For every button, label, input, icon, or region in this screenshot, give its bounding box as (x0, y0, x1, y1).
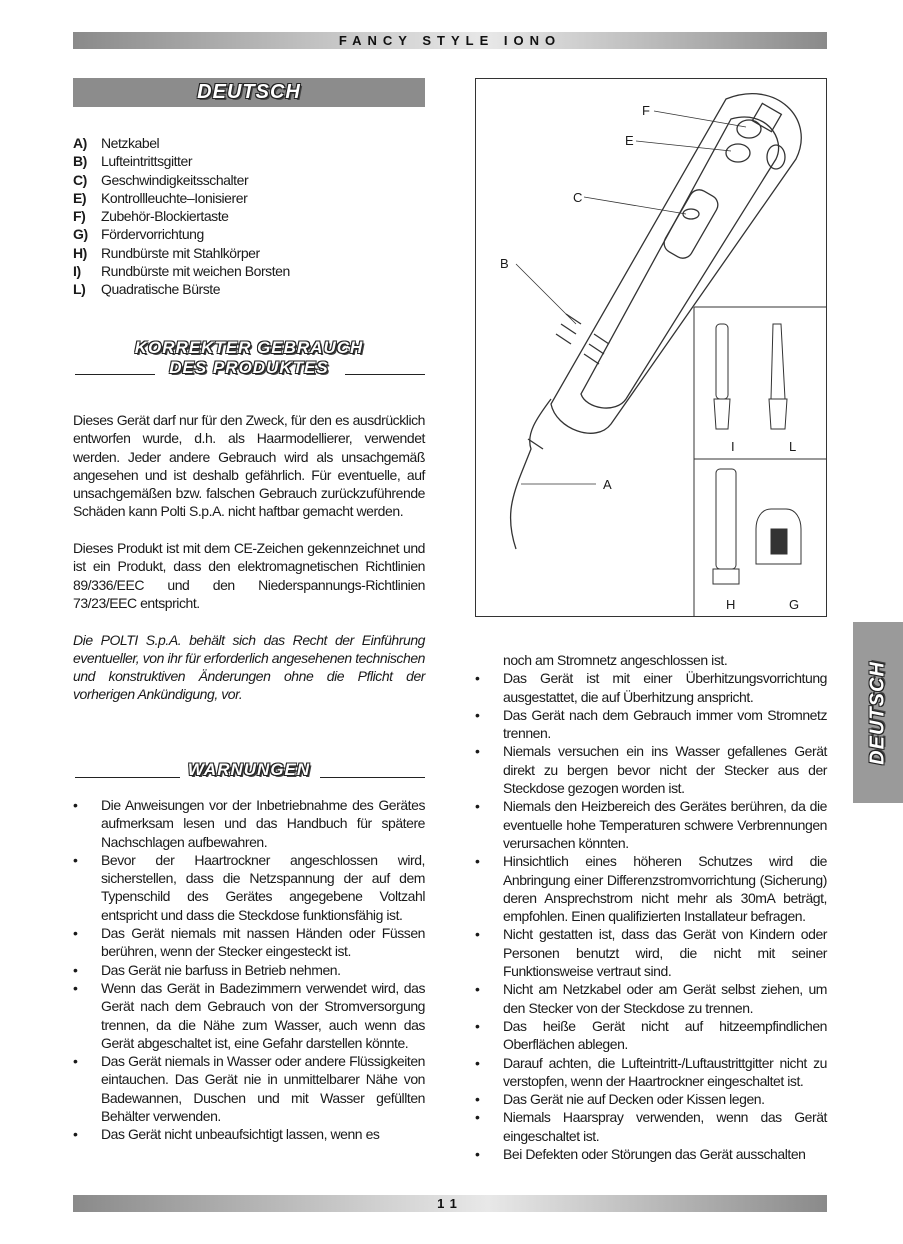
part-item (73, 171, 425, 189)
section-heading-use (73, 338, 425, 378)
warning-item: • Das Gerät nie barfuss in Betrieb nehmen. (73, 961, 425, 979)
use-text (73, 411, 425, 722)
language-heading (73, 78, 425, 107)
warning-item: • Das Gerät nach dem Gebrauch immer vom Stromnetz trennen. (475, 706, 827, 743)
warning-item: • Darauf achten, die Lufteintritt-/Luftaustrittgitter nicht zu verstopfen, wenn der Haartrockner eingeschaltet ist. (475, 1054, 827, 1091)
warning-item: • Hinsichtlich eines höheren Schutzes wird die Anbringung einer Differenzstromvorrichtung (Sicherung) deren Ansprechstrom nicht mehr als 30mA beträgt, empfohlen. Einen qualifizierten Installateur befragen. (475, 852, 827, 925)
part-key: I) (73, 263, 81, 280)
part-item (73, 244, 425, 262)
part-key: A) (73, 135, 87, 151)
part-item (73, 262, 425, 280)
divider (75, 777, 180, 778)
warning-item: • Bevor der Haartrockner angeschlossen wird, sicherstellen, dass die Netzspannung der auf dem Typenschild des Gerätes angegebene Voltzahl entspricht und dass die Steckdose funktionsfähig ist. (73, 851, 425, 924)
parts-list-block (73, 134, 425, 299)
warning-item: • Das Gerät niemals in Wasser oder andere Flüssigkeiten eintauchen. Das Gerät nie in unmittelbarer Nähe von Badewannen, Duschen und mit Wasser gefüllten Behälter verwenden. (73, 1052, 425, 1125)
label-B: B (500, 256, 509, 271)
parts-list (73, 134, 425, 299)
label-G: G (789, 597, 800, 612)
warning-item: • Das Gerät ist mit einer Überhitzungsvorrichtung ausgestattet, die auf Überhitzung anspricht. (475, 669, 827, 706)
part-key: B) (73, 153, 87, 170)
header-bar (73, 32, 827, 49)
warnings-list-right (475, 669, 827, 1163)
part-label: Netzkabel (101, 135, 160, 151)
part-label: Rundbürste mit Stahlkörper (101, 244, 260, 261)
label-F: F (642, 103, 650, 118)
part-key: H) (73, 244, 87, 261)
warning-item: • Die Anweisungen vor der Inbetriebnahme des Gerätes aufmerksam lesen und das Handbuch für spätere Nachschlagen aufbewahren. (73, 796, 425, 851)
label-L: L (789, 439, 797, 454)
paragraph: Dieses Produkt ist mit dem CE-Zeichen gekennzeichnet und ist ein Produkt, dass den elektromagnetischen Richtlinien 89/336/EEC und den Niederspannungs-Richtlinien 73/23/EEC entspricht. (73, 540, 425, 611)
part-label: Kontrollleuchte–Ionisierer (101, 189, 248, 206)
label-E: E (625, 133, 634, 148)
continued-text: noch am Stromnetz angeschlossen ist. (503, 652, 728, 668)
side-tab-text: DEUTSCH (866, 660, 889, 765)
language-side-tab (853, 622, 903, 803)
part-item (73, 189, 425, 207)
warnings-right (475, 651, 827, 1163)
part-key: L) (73, 281, 86, 298)
page-number: 11 (437, 1196, 463, 1211)
footer-bar (73, 1195, 827, 1212)
product-figure (475, 78, 827, 617)
warnings-left (73, 796, 425, 1144)
warning-item: • Nicht am Netzkabel oder am Gerät selbst ziehen, um den Stecker von der Steckdose zu trennen. (475, 980, 827, 1017)
warning-item: • Nicht gestatten ist, dass das Gerät von Kindern oder Personen benutzt wird, die nicht mit seiner Funktionsweise vertraut sind. (475, 925, 827, 980)
warning-item: • Das Gerät nicht unbeaufsichtigt lassen, wenn es (73, 1125, 425, 1143)
part-label: Geschwindigkeitsschalter (101, 171, 249, 188)
section-heading-line1: KORREKTER GEBRAUCH (134, 338, 364, 357)
label-H: H (726, 597, 736, 612)
warning-item: • Niemals versuchen ein ins Wasser gefallenes Gerät direkt zu bergen bevor nicht der Stecker aus der Steckdose gezogen worden ist. (475, 742, 827, 797)
section-heading-text: WARNUNGEN (187, 760, 311, 779)
warnings-list-left (73, 796, 425, 1144)
part-label: Zubehör-Blockiertaste (101, 208, 229, 225)
warning-item: • Das Gerät niemals mit nassen Händen oder Füssen berühren, wenn der Stecker eingesteckt ist. (73, 924, 425, 961)
part-key: E) (73, 189, 87, 206)
section-heading-line2: DES PRODUKTES (169, 358, 329, 377)
part-label: Fördervorrichtung (101, 226, 204, 243)
divider (75, 374, 155, 375)
part-label: Lufteintrittsgitter (101, 153, 193, 170)
language-heading-text: DEUTSCH (197, 81, 301, 103)
hair-styler-illustration (476, 79, 826, 616)
label-I: I (731, 439, 735, 454)
warning-item: • Niemals Haarspray verwenden, wenn das Gerät eingeschaltet ist. (475, 1108, 827, 1145)
warning-item: • Bei Defekten oder Störungen das Gerät ausschalten (475, 1145, 827, 1163)
warning-item: • Niemals den Heizbereich des Gerätes berühren, da die eventuelle hohe Temperaturen schwere Verbrennungen verursachen könnten. (475, 797, 827, 852)
paragraph: Dieses Gerät darf nur für den Zweck, für den es ausdrücklich entworfen wurde, d.h. als Haarmodellierer, verwendet werden. Jeder andere Gebrauch wird als unsachgemäß angesehen und ist deshalb gefährlich. Für eventuelle, auf unsachgemäßen bzw. falschen Gebrauch zurückzuführende Schäden kann Polti S.p.A. nicht haftbar gemacht werden. (73, 412, 425, 520)
divider (345, 374, 425, 375)
part-item (73, 207, 425, 225)
part-item (73, 280, 425, 298)
part-item (73, 134, 425, 152)
part-item (73, 225, 425, 243)
part-key: F) (73, 208, 86, 225)
disclaimer-paragraph: Die POLTI S.p.A. behält sich das Recht der Einführung eventueller, von ihr für erforderlich angesehenen technischen und konstruktiven Änderungen ohne die Pflicht der vorherigen Ankündigung, vor. (73, 631, 425, 703)
part-key: C) (73, 171, 87, 188)
header-title: FANCY STYLE IONO (338, 33, 562, 48)
warning-item: • Das Gerät nie auf Decken oder Kissen legen. (475, 1090, 827, 1108)
label-A: A (603, 477, 612, 492)
warning-item: • Wenn das Gerät in Badezimmern verwendet wird, das Gerät nach dem Gebrauch von der Stromversorgung trennen, da die Nähe zum Wasser, auch wenn das Gerät abgeschaltet ist, eine Gefahr darstellen könnte. (73, 979, 425, 1052)
part-label: Rundbürste mit weichen Borsten (101, 263, 290, 280)
warning-item: • Das heiße Gerät nicht auf hitzeempfindlichen Oberflächen ablegen. (475, 1017, 827, 1054)
divider (320, 777, 425, 778)
part-key: G) (73, 226, 88, 243)
part-item (73, 152, 425, 170)
part-label: Quadratische Bürste (101, 281, 221, 298)
label-C: C (573, 190, 583, 205)
